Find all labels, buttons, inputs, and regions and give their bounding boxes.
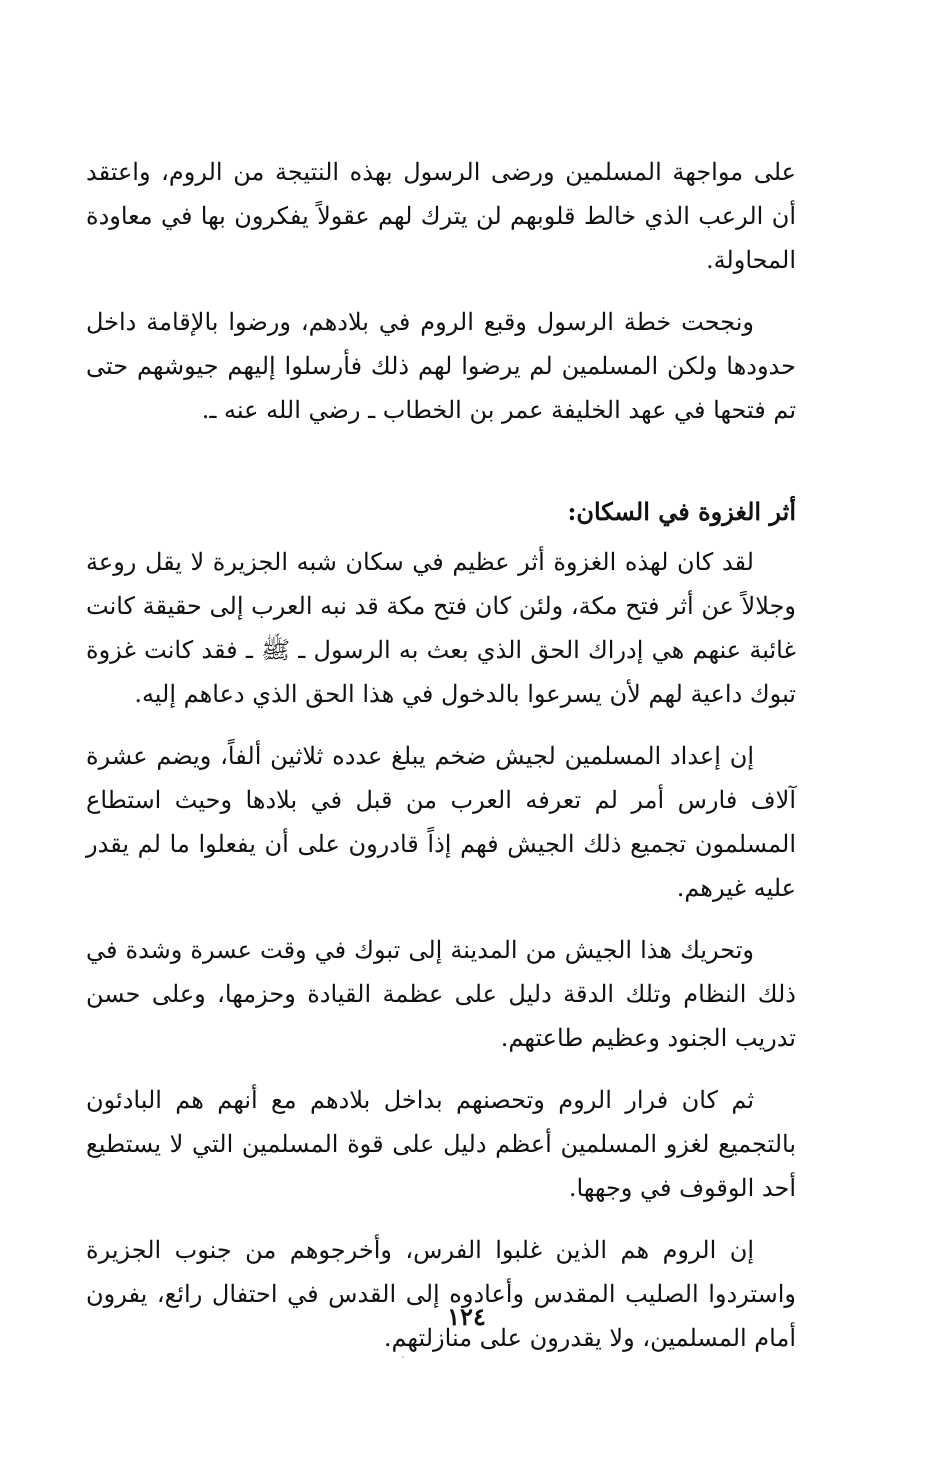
page-number: ١٢٤ (447, 1302, 486, 1331)
page-body (86, 150, 796, 1360)
section-heading: أثر الغزوة في السكان: (567, 497, 796, 526)
paragraph-intro-continuation: على مواجهة المسلمين ورضى الرسول بهذه النتيجة من الروم، واعتقد أن الرعب الذي خالط قلوبهم لن يترك لهم عقولاً يفكرون بها في معاودة المحاولة. (86, 158, 796, 274)
paragraph-army-movement: وتحريك هذا الجيش من المدينة إلى تبوك في وقت عسرة وشدة في ذلك النظام وتلك الدقة دليل على عظمة القيادة وحزمها، وعلى حسن تدريب الجنود وعظيم طاعتهم. (86, 936, 796, 1052)
scan-speck (402, 1356, 404, 1358)
paragraph-roman-retreat: ثم كان فرار الروم وتحصنهم بداخل بلادهم مع أنهم هم البادئون بالتجميع لغزو المسلمين أعظم دليل على قوة المسلمين التي لا يستطيع أحد الوقوف في وجهها. (86, 1086, 796, 1202)
paragraph-romans-history: إن الروم هم الذين غلبوا الفرس، وأخرجوهم من جنوب الجزيرة واستردوا الصليب المقدس وأعادوه إلى القدس في احتفال رائع، يفرون أمام المسلمين، ولا يقدرون على منازلتهم. (86, 1236, 796, 1352)
paragraph-impact: لقد كان لهذه الغزوة أثر عظيم في سكان شبه الجزيرة لا يقل روعة وجلالاً عن أثر فتح مكة، ولئن كان فتح مكة قد نبه العرب إلى حقيقة كانت غائبة عنهم هي إدراك الحق الذي بعث به الرسول ـ ﷺ ـ فقد كانت غزوة تبوك داعية لهم لأن يسرعوا بالدخول في هذا الحق الذي دعاهم إليه. (86, 548, 796, 708)
paragraph-plan-success: ونجحت خطة الرسول وقبع الروم في بلادهم، ورضوا بالإقامة داخل حدودها ولكن المسلمين لم يرضوا لهم ذلك فأرسلوا إليهم جيوشهم حتى تم فتحها في عهد الخليفة عمر بن الخطاب ـ رضي الله عنه ـ. (86, 308, 796, 424)
paragraph-army-preparation: إن إعداد المسلمين لجيش ضخم يبلغ عدده ثلاثين ألفاً، ويضم عشرة آلاف فارس أمر لم تعرفه العرب من قبل في بلادها وحيث استطاع المسلمون تجميع ذلك الجيش فهم إذاً قادرون على أن يفعلوا ما لم يقدر عليه غيرهم. (86, 742, 796, 902)
scan-speck (148, 858, 150, 860)
